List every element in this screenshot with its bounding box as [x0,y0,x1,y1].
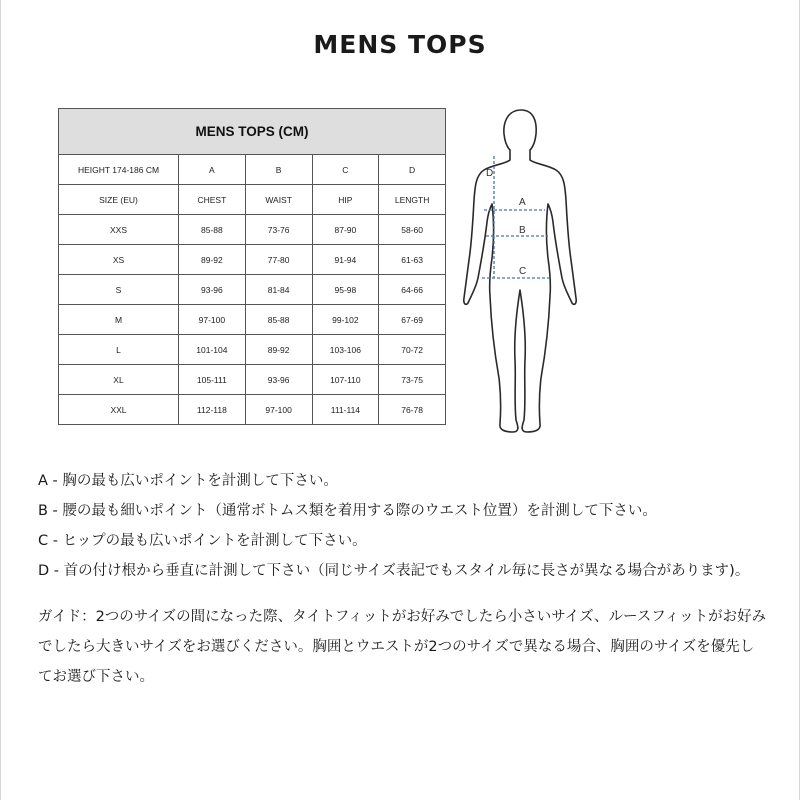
waist-cell: 81-84 [245,275,312,305]
column-letter-a: A [179,155,246,185]
length-cell: 76-78 [379,395,446,425]
waist-cell: 93-96 [245,365,312,395]
notes-spacer [38,586,768,602]
length-cell: 70-72 [379,335,446,365]
waist-cell: 85-88 [245,305,312,335]
table-row [59,245,446,275]
size-cell: XXL [59,395,179,425]
chest-cell: 97-100 [179,305,246,335]
hip-cell: 103-106 [312,335,379,365]
waist-header-cell: WAIST [245,185,312,215]
table-row [59,335,446,365]
hip-cell: 91-94 [312,245,379,275]
waist-cell: 89-92 [245,335,312,365]
table-caption: MENS TOPS (CM) [59,109,446,155]
measurement-notes [38,466,768,692]
note-guide: ガイド：2つのサイズの間になった際、タイトフィットがお好みでしたら小さいサイズ、ルースフィットがお好みでしたら大きいサイズをお選びください。胸囲とウエストが2つのサイズで異なる場合、胸囲のサイズを優先してお選び下さい。 [38,609,767,685]
size-cell: XS [59,245,179,275]
length-cell: 61-63 [379,245,446,275]
label-a: A [519,197,526,208]
chest-cell: 85-88 [179,215,246,245]
table-row [59,215,446,245]
note-a: A - 胸の最も広いポイントを計測して下さい。 [38,473,338,489]
length-cell: 67-69 [379,305,446,335]
waist-cell: 73-76 [245,215,312,245]
hip-cell: 111-114 [312,395,379,425]
table-row [59,365,446,395]
size-cell: M [59,305,179,335]
table-row [59,305,446,335]
size-chart-table [58,108,446,425]
column-letter-b: B [245,155,312,185]
note-b: B - 腰の最も細いポイント（通常ボトムス類を着用する際のウエスト位置）を計測して下さい。 [38,503,657,519]
label-b: B [519,225,526,236]
header-row-measurements [59,185,446,215]
length-cell: 73-75 [379,365,446,395]
size-cell: L [59,335,179,365]
page-title: MENS TOPS [313,30,487,59]
size-cell: XXS [59,215,179,245]
size-cell: S [59,275,179,305]
chest-cell: 89-92 [179,245,246,275]
hip-cell: 107-110 [312,365,379,395]
length-cell: 64-66 [379,275,446,305]
header-row-height [59,155,446,185]
note-c: C - ヒップの最も広いポイントを計測して下さい。 [38,533,367,549]
body-measurement-figure [460,100,620,440]
column-letter-c: C [312,155,379,185]
waist-cell: 97-100 [245,395,312,425]
length-cell: 58-60 [379,215,446,245]
size-cell: XL [59,365,179,395]
hip-cell: 87-90 [312,215,379,245]
label-c: C [519,266,527,277]
hip-header-cell: HIP [312,185,379,215]
chest-cell: 112-118 [179,395,246,425]
waist-cell: 77-80 [245,245,312,275]
hip-cell: 99-102 [312,305,379,335]
size-header-cell: SIZE (EU) [59,185,179,215]
table-row [59,395,446,425]
note-d: D - 首の付け根から垂直に計測して下さい（同じサイズ表記でもスタイル毎に長さが異なる場合があります)。 [38,563,750,579]
hip-cell: 95-98 [312,275,379,305]
chest-cell: 105-111 [179,365,246,395]
table-row [59,275,446,305]
height-label-cell: HEIGHT 174-186 CM [59,155,179,185]
chest-header-cell: CHEST [179,185,246,215]
chest-cell: 93-96 [179,275,246,305]
label-d: D [486,168,494,179]
length-header-cell: LENGTH [379,185,446,215]
frame-border-left [0,0,1,800]
column-letter-d: D [379,155,446,185]
chest-cell: 101-104 [179,335,246,365]
